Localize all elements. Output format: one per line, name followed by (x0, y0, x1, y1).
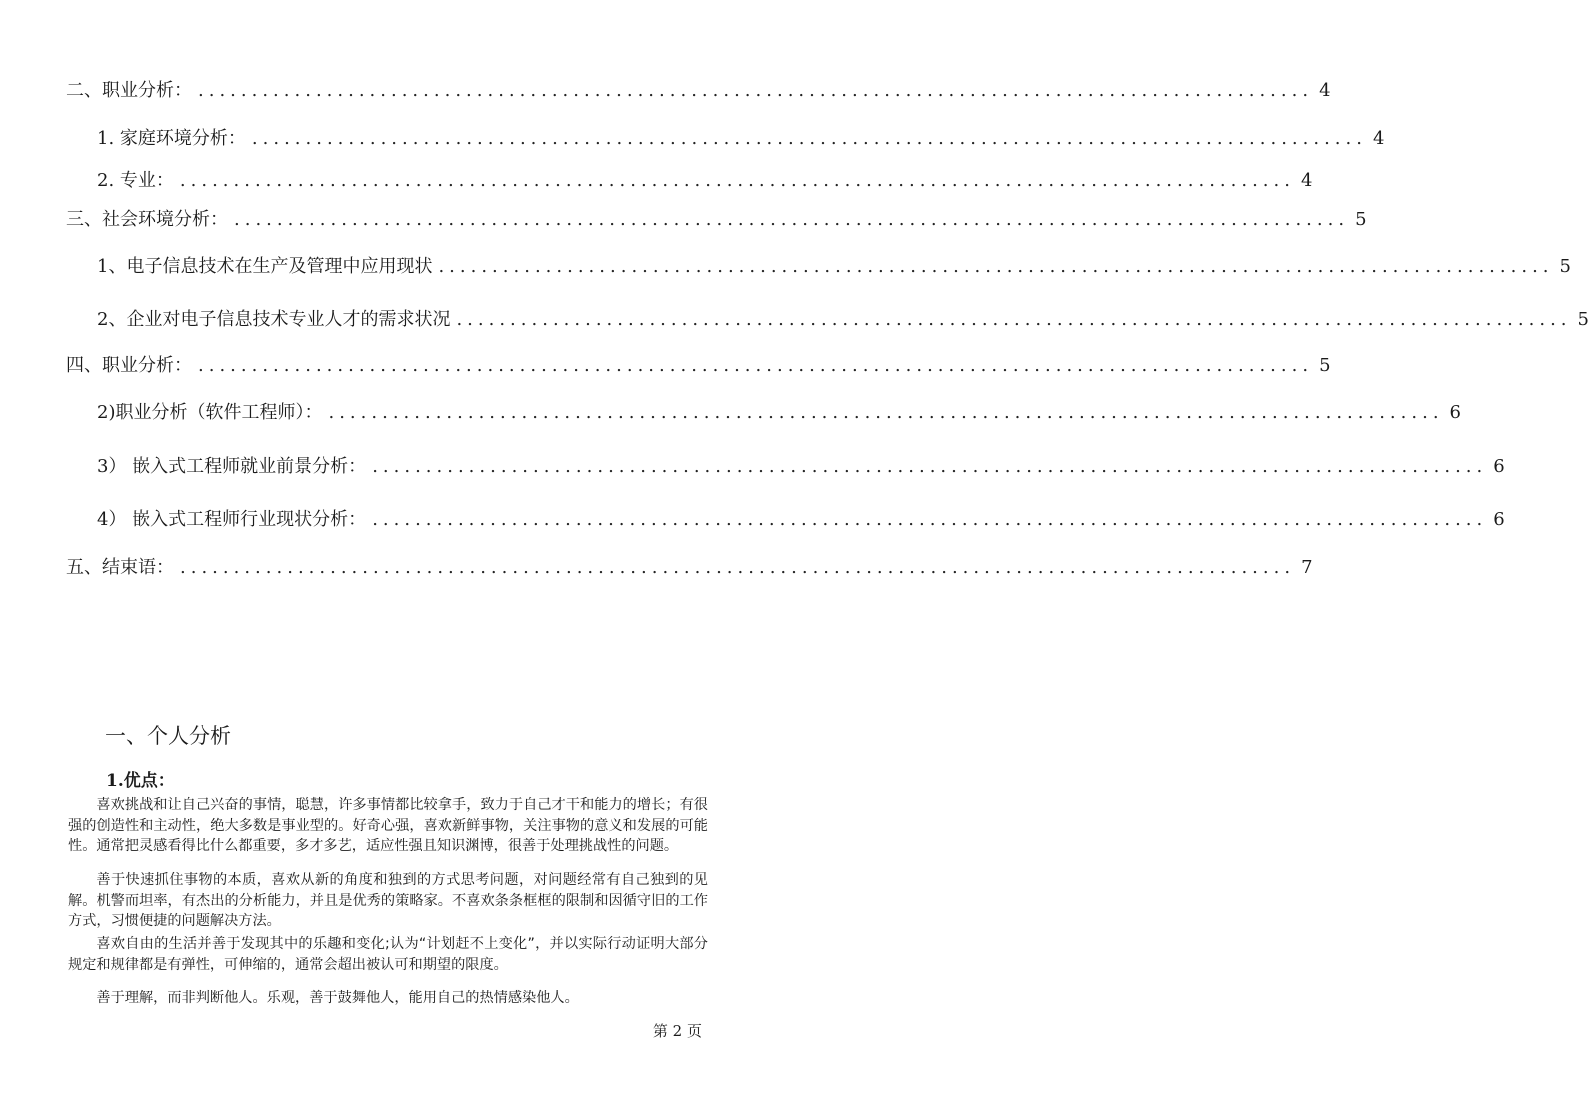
toc-leader-dots: ........................................................................................................ (328, 402, 1444, 423)
toc-leader-dots: ........................................................................................................ (198, 355, 1314, 376)
toc-leader-dots: ........................................................................................................ (234, 209, 1350, 230)
toc-entry-page: 4 (1319, 80, 1331, 101)
subsection-heading: 1.优点： (106, 771, 175, 791)
toc-entry-page: 6 (1493, 456, 1505, 477)
toc-entry[interactable] (66, 205, 1367, 231)
toc-entry-page: 5 (1355, 209, 1367, 230)
toc-entry-label: 1. 家庭环境分析： (97, 128, 246, 149)
toc-entry-page: 6 (1493, 509, 1505, 530)
toc-leader-dots: ........................................................................................................ (438, 256, 1554, 277)
toc-entry[interactable] (97, 452, 1505, 478)
body-paragraph: 善于理解，而非判断他人。乐观，善于鼓舞他人，能用自己的热情感染他人。 (96, 990, 579, 1006)
toc-leader-dots: ........................................................................................................ (180, 557, 1296, 578)
toc-entry-label: 2. 专业： (97, 170, 174, 191)
toc-entry-label: 2、企业对电子信息技术专业人才的需求状况 (97, 309, 451, 330)
toc-entry-page: 4 (1300, 170, 1313, 191)
toc-entry[interactable] (66, 351, 1331, 377)
toc-entry-label: 四、职业分析： (66, 355, 192, 376)
toc-entry-label: 2)职业分析（软件工程师）： (97, 402, 323, 423)
toc-entry-page: 5 (1577, 309, 1589, 330)
toc-entry[interactable] (97, 305, 1589, 331)
toc-entry[interactable] (66, 76, 1331, 102)
toc-leader-dots: ........................................................................................................ (179, 170, 1295, 191)
toc-entry-label: 五、结束语： (66, 557, 174, 578)
body-paragraph: 喜欢挑战和让自己兴奋的事情，聪慧，许多事情都比较拿手，致力于自己才干和能力的增长；有很强的创造性和主动性，绝大多数是事业型的。好奇心强，喜欢新鲜事物，关注事物的意义和发展的可能性。通常把灵感看得比什么都重要，多才多艺，适应性强且知识渊博，很善于处理挑战性的问题。 (68, 797, 708, 854)
section-heading: 一、个人分析 (105, 724, 231, 748)
toc-entry-page: 5 (1559, 256, 1571, 277)
toc-entry-label: 1、电子信息技术在生产及管理中应用现状 (97, 256, 433, 277)
body-paragraph: 喜欢自由的生活并善于发现其中的乐趣和变化;认为“计划赶不上变化”，并以实际行动证明大部分规定和规律都是有弹性，可伸缩的，通常会超出被认可和期望的限度。 (68, 936, 708, 973)
toc-entry[interactable] (97, 505, 1505, 531)
toc-leader-dots: ........................................................................................................ (372, 509, 1488, 530)
toc-entry[interactable] (66, 553, 1313, 579)
toc-entry[interactable] (97, 124, 1385, 150)
toc-entry[interactable] (97, 252, 1571, 278)
toc-entry-label: 二、职业分析： (66, 80, 192, 101)
toc-entry-page: 6 (1449, 402, 1461, 423)
toc-entry-page: 4 (1372, 128, 1385, 149)
toc-entry-label: 3） 嵌入式工程师就业前景分析： (97, 456, 367, 477)
toc-leader-dots: ........................................................................................................ (372, 456, 1488, 477)
toc-entry-page: 7 (1301, 557, 1313, 578)
toc-entry-page: 5 (1319, 355, 1331, 376)
toc-entry-label: 三、社会环境分析： (66, 209, 228, 230)
page-number: 第 2 页 (652, 1022, 702, 1040)
toc-leader-dots: ........................................................................................................ (198, 80, 1314, 101)
body-paragraph: 善于快速抓住事物的本质，喜欢从新的角度和独到的方式思考问题，对问题经常有自己独到的见解。机警而坦率，有杰出的分析能力，并且是优秀的策略家。不喜欢条条框框的限制和因循守旧的工作方式，习惯便捷的问题解决方法。 (68, 872, 708, 929)
toc-leader-dots: ........................................................................................................ (251, 128, 1367, 149)
toc-leader-dots: ........................................................................................................ (456, 309, 1572, 330)
toc-entry-label: 4） 嵌入式工程师行业现状分析： (97, 509, 367, 530)
toc-entry[interactable] (97, 398, 1461, 424)
toc-entry[interactable] (97, 166, 1313, 192)
